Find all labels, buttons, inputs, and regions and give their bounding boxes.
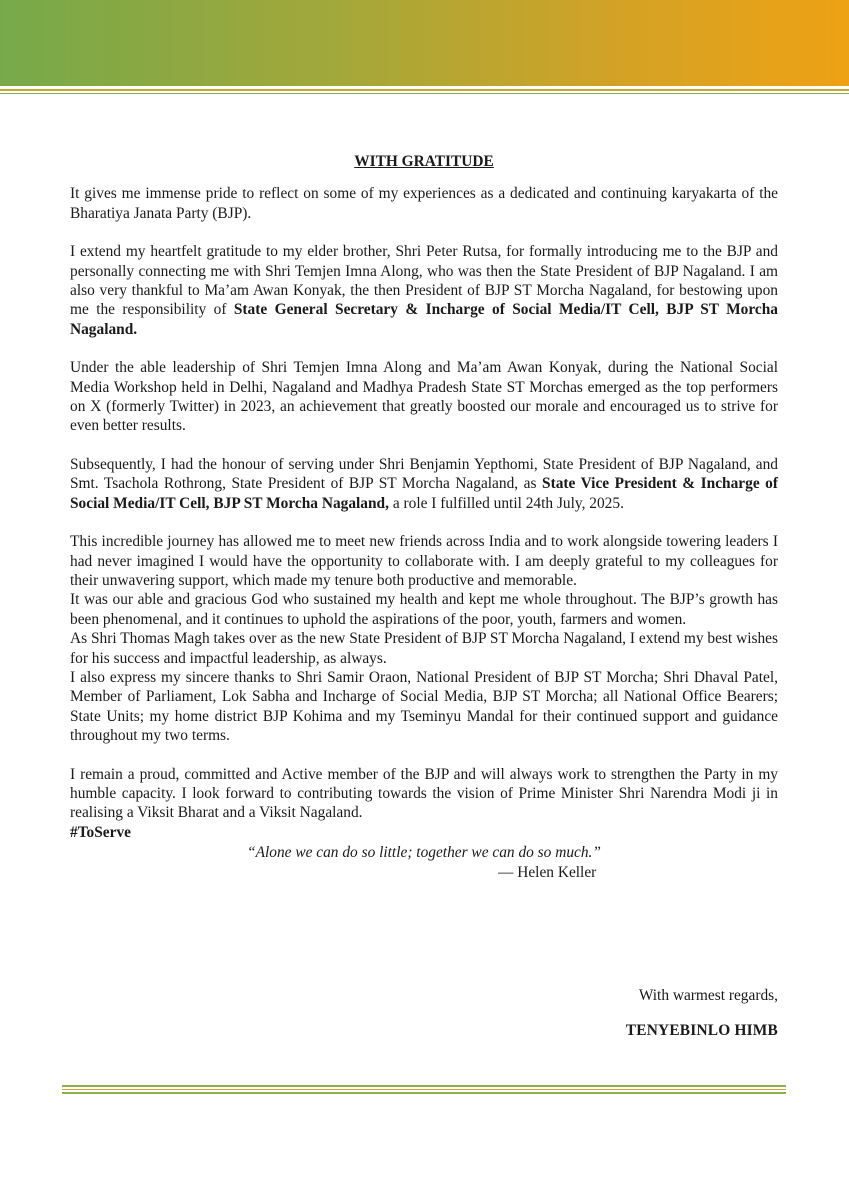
footer-divider-line-middle bbox=[62, 1089, 786, 1090]
footer-divider-line bbox=[62, 1085, 786, 1087]
paragraph-subsequent-role bbox=[70, 455, 778, 513]
hashtag-text: #ToServe bbox=[70, 823, 131, 841]
header-divider-line-thin bbox=[0, 93, 849, 94]
hashtag bbox=[70, 823, 778, 842]
paragraph-thanks: I also express my sincere thanks to Shri Samir Oraon, National President of BJP ST Morcha; Shri Dhaval Patel, Member of Parliament, Lok Sabha and Incharge of Social Media, BJP ST Morcha; all National Office Bearers; State Units; my home district BJP Kohima and my Tseminyu Mandal for their continued support and guidance throughout my two terms. bbox=[70, 668, 778, 745]
paragraph-faith: It was our able and gracious God who sustained my health and kept me whole throughout. The BJP’s growth has been phenomenal, and it continues to uphold the aspirations of the poor, youth, farmers and women. bbox=[70, 591, 778, 628]
letter-title: WITH GRATITUDE bbox=[354, 153, 494, 170]
paragraph-leadership: Under the able leadership of Shri Temjen Imna Along and Ma’am Awan Konyak, during the National Social Media Workshop held in Delhi, Nagaland and Madhya Pradesh State ST Morchas emerged as the top performers on X (formerly Twitter) in 2023, an achievement that greatly boosted our morale and encouraged us to strive for even better results. bbox=[70, 359, 778, 435]
header-divider-line bbox=[0, 89, 849, 91]
closing-salutation: With warmest regards, bbox=[638, 987, 778, 1004]
role-general-secretary: State General Secretary & Incharge of Social Media/IT Cell, BJP ST Morcha Nagaland. bbox=[70, 301, 779, 338]
paragraph-commitment: I remain a proud, committed and Active member of the BJP and will always work to strengthen the Party in my humble capacity. I look forward to contributing towards the vision of Prime Minister Shri Narendra Modi ji in realising a Viksit Bharat and a Viksit Nagaland. bbox=[70, 765, 778, 822]
paragraph-subsequent-text-before: Subsequently, I had the honour of serving under Shri Benjamin Yepthomi, State President of BJP Nagaland, and Smt. Tsachola Rothrong, State President of BJP ST Morcha Nagaland, as bbox=[70, 455, 778, 493]
paragraph-intro: It gives me immense pride to reflect on some of my experiences as a dedicated and continuing karyakarta of the Bharatiya Janata Party (BJP). bbox=[70, 185, 778, 222]
role-vice-president: State Vice President & Incharge of Social Media/IT Cell, BJP ST Morcha Nagaland, bbox=[70, 475, 779, 512]
signatory-name: TENYEBINLO HIMB bbox=[625, 1022, 778, 1039]
quote-author: — Helen Keller bbox=[498, 863, 597, 881]
paragraph-gratitude bbox=[70, 242, 778, 339]
paragraph-journey: This incredible journey has allowed me to meet new friends across India and to work alongside towering leaders I had never imagined I would have the opportunity to collaborate with. I am deeply grateful to my colleagues for their unwavering support, which made my tenure both productive and memorable. bbox=[70, 533, 778, 589]
footer-divider-line-bottom bbox=[62, 1092, 786, 1094]
quote-text: “Alone we can do so little; together we can do so much.” bbox=[247, 844, 601, 862]
paragraph-subsequent-text-after: a role I fulfilled until 24th July, 2025. bbox=[388, 494, 624, 512]
header-color-band bbox=[0, 0, 849, 86]
paragraph-best-wishes: As Shri Thomas Magh takes over as the new State President of BJP ST Morcha Nagaland, I extend my best wishes for his success and impactful leadership, as always. bbox=[70, 630, 778, 667]
paragraph-gratitude-text: I extend my heartfelt gratitude to my elder brother, Shri Peter Rutsa, for formally introducing me to the BJP and personally connecting me with Shri Temjen Imna Along, who was then the State President of BJP Nagaland. I am also very thankful to Ma’am Awan Konyak, the then President of BJP ST Morcha Nagaland, for bestowing upon me the responsibility of bbox=[70, 243, 778, 319]
letter-body bbox=[70, 152, 778, 882]
